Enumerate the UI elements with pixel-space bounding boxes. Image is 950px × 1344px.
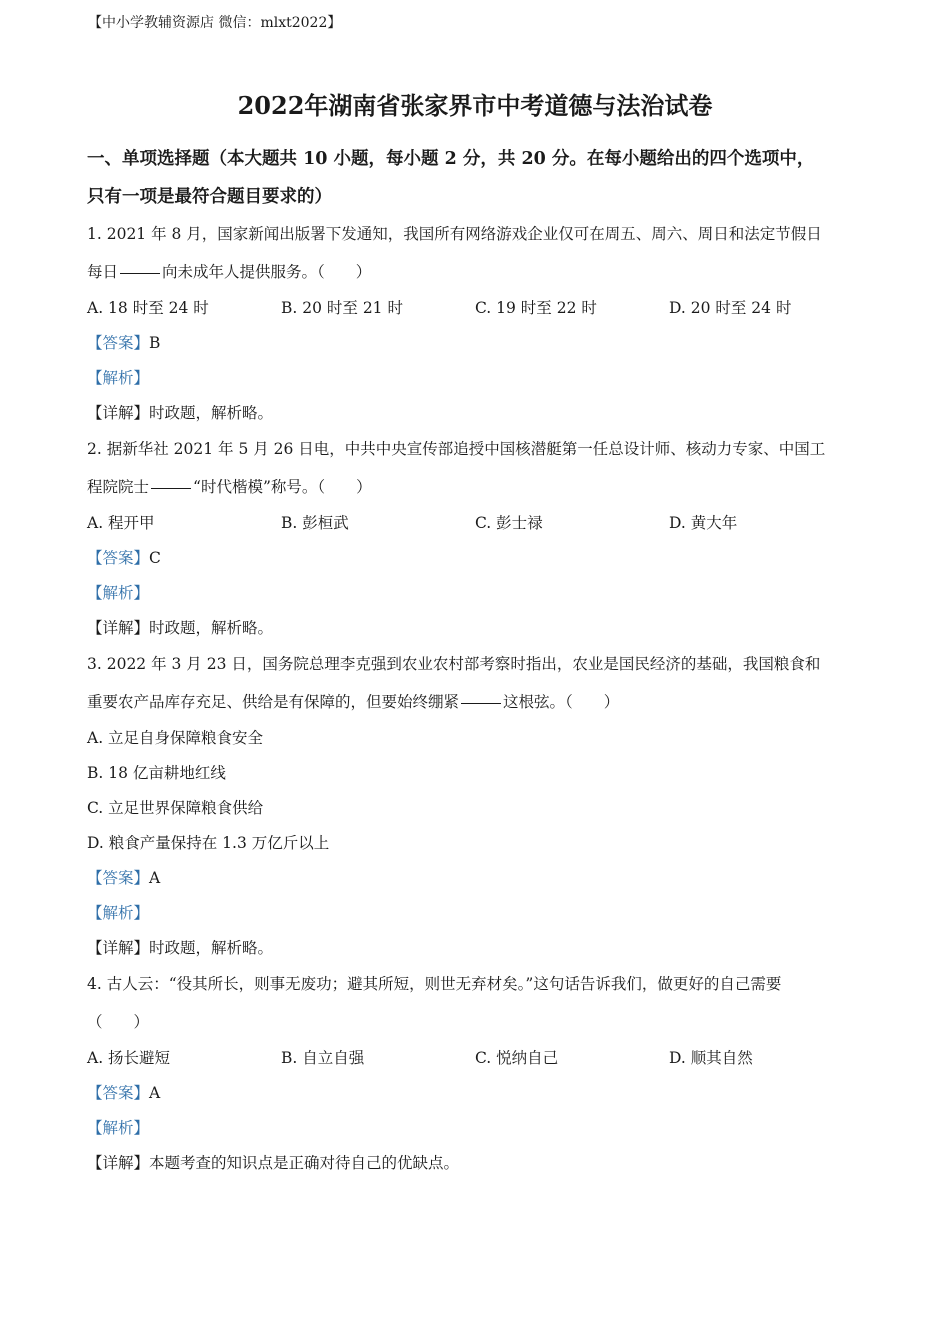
question-2: [87, 431, 867, 646]
detail-label: 【详解】: [87, 619, 150, 637]
answer-label: 【答案】: [87, 549, 150, 567]
option-b: B. 18 亿亩耕地红线: [87, 764, 226, 782]
question-1: [87, 216, 867, 431]
answer-label: 【答案】: [87, 1084, 150, 1102]
question-stem-continued: [87, 684, 867, 722]
analysis-label: 【解析】: [87, 584, 150, 602]
answer-line: [87, 541, 867, 576]
option-d: D. 粮食产量保持在 1.3 万亿斤以上: [87, 834, 330, 852]
option-d: D. 20 时至 24 时: [669, 299, 792, 317]
question-stem-continued: [87, 254, 867, 292]
analysis-label: 【解析】: [87, 369, 150, 387]
option-d: D. 黄大年: [669, 514, 738, 532]
detail-text: 时政题，解析略。: [149, 404, 274, 422]
answer-value: A: [149, 1084, 161, 1102]
stem-text: 重要农产品库存充足、供给是有保障的，但要始终绷紧: [87, 692, 460, 711]
option-d: D. 顺其自然: [669, 1049, 753, 1067]
option-a: A. 扬长避短: [87, 1049, 171, 1067]
answer-line: [87, 326, 867, 361]
options-row: [87, 506, 867, 541]
answer-value: C: [149, 549, 161, 567]
answer-line: [87, 861, 867, 896]
option-b: B. 彭桓武: [281, 514, 349, 532]
analysis-line: [87, 1111, 867, 1146]
question-stem-continued: （ ）: [87, 1012, 150, 1031]
answer-value: A: [149, 869, 161, 887]
detail-line: [87, 1146, 867, 1181]
stem-text: 程院院士: [87, 477, 150, 496]
question-4: [87, 966, 867, 1181]
answer-value: B: [149, 334, 161, 352]
answer-label: 【答案】: [87, 869, 150, 887]
question-stem: 2. 据新华社 2021 年 5 月 26 日电，中共中央宣传部追授中国核潜艇第一任总设计师、核动力专家、中国工: [87, 440, 826, 458]
detail-line: [87, 396, 867, 431]
fill-blank: [151, 487, 191, 489]
question-stem: 3. 2022 年 3 月 23 日，国务院总理李克强到农业农村部考察时指出，农业是国民经济的基础，我国粮食和: [87, 655, 821, 673]
analysis-line: [87, 576, 867, 611]
option-a: A. 程开甲: [87, 514, 155, 532]
detail-line: [87, 931, 867, 966]
question-stem-continued: [87, 469, 867, 507]
fill-blank: [461, 702, 501, 704]
detail-label: 【详解】: [87, 939, 150, 957]
question-stem: 1. 2021 年 8 月，国家新闻出版署下发通知，我国所有网络游戏企业仅可在周五、周六、周日和法定节假日: [87, 225, 822, 243]
option-b: B. 20 时至 21 时: [281, 299, 403, 317]
section-heading-line-2: 只有一项是最符合题目要求的）: [87, 187, 332, 207]
answer-label: 【答案】: [87, 334, 150, 352]
option-a: A. 18 时至 24 时: [87, 299, 209, 317]
option-b: B. 自立自强: [281, 1049, 365, 1067]
detail-text: 本题考查的知识点是正确对待自己的优缺点。: [149, 1154, 460, 1172]
detail-line: [87, 611, 867, 646]
option-c: C. 19 时至 22 时: [475, 299, 597, 317]
detail-label: 【详解】: [87, 404, 150, 422]
question-3: [87, 646, 867, 966]
question-stem: 4. 古人云：“役其所长，则事无废功；避其所短，则世无弃材矣。”这句话告诉我们，做更好的自己需要: [87, 975, 782, 993]
analysis-label: 【解析】: [87, 1119, 150, 1137]
detail-text: 时政题，解析略。: [149, 939, 274, 957]
stem-text: 向未成年人提供服务。（ ）: [162, 262, 372, 281]
fill-blank: [120, 272, 160, 274]
analysis-line: [87, 361, 867, 396]
analysis-label: 【解析】: [87, 904, 150, 922]
stem-text: 这根弦。（ ）: [503, 692, 620, 711]
exam-content: [87, 140, 867, 1181]
section-heading-line-1: 一、单项选择题（本大题共 10 小题，每小题 2 分，共 20 分。在每小题给出的四个选项中，: [87, 149, 815, 169]
detail-text: 时政题，解析略。: [149, 619, 274, 637]
option-a: A. 立足自身保障粮食安全: [87, 729, 264, 747]
stem-text: “时代楷模”称号。（ ）: [193, 477, 372, 496]
option-c: C. 立足世界保障粮食供给: [87, 799, 264, 817]
detail-label: 【详解】: [87, 1154, 150, 1172]
option-c: C. 彭士禄: [475, 514, 543, 532]
page-title: 2022年湖南省张家界市中考道德与法治试卷: [237, 91, 713, 120]
stem-text: 每日: [87, 262, 119, 281]
options-row: [87, 1041, 867, 1076]
header-note: 【中小学教辅资源店 微信：mlxt2022】: [88, 15, 342, 31]
analysis-line: [87, 896, 867, 931]
answer-line: [87, 1076, 867, 1111]
option-c: C. 悦纳自己: [475, 1049, 559, 1067]
options-row: [87, 291, 867, 326]
